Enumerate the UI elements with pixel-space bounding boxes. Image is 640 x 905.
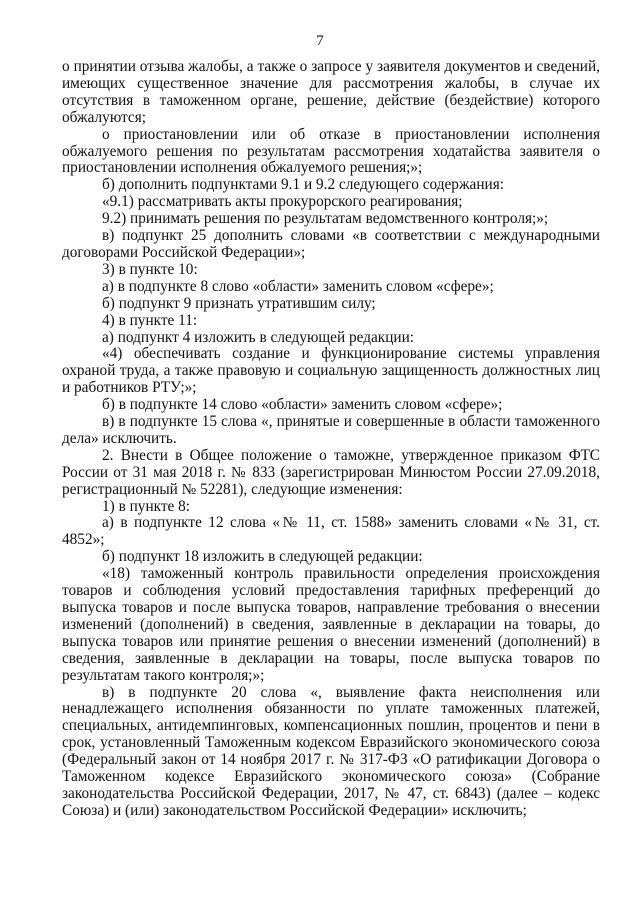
paragraph: в) подпункт 25 дополнить словами «в соответствии с международными договорами Российской Федерации»; bbox=[62, 227, 600, 261]
paragraph: 1) в пункте 8: bbox=[102, 497, 191, 515]
paragraph: «18) таможенный контроль правильности определения происхождения товаров и соблюдения условий предоставления тарифных преференций до выпуска товаров и после выпуска товаров, направление требования о внесении изменений (дополнений) в сведения, заявленные в декларации на товары, до выпуска товаров или принятие решения о внесении изменений (дополнений) в сведения, заявленные в декларации на товары, после выпуска товаров по результатам такого контроля;»; bbox=[62, 565, 600, 684]
paragraph: о приостановлении или об отказе в приостановлении исполнения обжалуемого решения по результатам рассмотрения ходатайства заявителя о приостановлении исполнения обжалуемого решения;»; bbox=[62, 125, 600, 177]
page-number: 7 bbox=[316, 33, 324, 49]
paragraph: б) подпункт 9 признать утратившим силу; bbox=[102, 294, 376, 312]
paragraph: 3) в пункте 10: bbox=[102, 260, 198, 278]
paragraph: 2. Внести в Общее положение о таможне, утвержденное приказом ФТС России от 31 мая 2018 г. № 833 (зарегистрирован Минюстом России 27.09.2018, регистрационный № 52281), следующие изменения: bbox=[62, 446, 600, 498]
paragraph: б) дополнить подпунктами 9.1 и 9.2 следующего содержания: bbox=[102, 176, 504, 194]
paragraph: а) подпункт 4 изложить в следующей редакции: bbox=[102, 328, 415, 346]
paragraph: в) в подпункте 15 слова «, принятые и совершенные в области таможенного дела» исключить. bbox=[62, 413, 600, 447]
paragraph: 9.2) принимать решения по результатам ведомственного контроля;»; bbox=[102, 210, 549, 228]
document-body bbox=[62, 59, 600, 820]
paragraph: «9.1) рассматривать акты прокурорского реагирования; bbox=[102, 193, 463, 211]
paragraph: а) в подпункте 8 слово «области» заменить словом «сфере»; bbox=[102, 277, 494, 295]
paragraph: а) в подпункте 12 слова «№ 11, ст. 1588» заменить словами «№ 31, ст. 4852»; bbox=[62, 514, 600, 549]
paragraph: 4) в пункте 11: bbox=[102, 311, 198, 329]
paragraph: «4) обеспечивать создание и функционирование системы управления охраной труда, а также правовую и социальную защищенность должностных лиц и работников РТУ;»; bbox=[62, 345, 600, 397]
paragraph: б) в подпункте 14 слово «области» заменить словом «сфере»; bbox=[102, 396, 503, 414]
paragraph: б) подпункт 18 изложить в следующей редакции: bbox=[102, 548, 423, 566]
paragraph: о принятии отзыва жалобы, а также о запросе у заявителя документов и сведений, имеющих существенное значение для рассмотрения жалобы, в случае их отсутствия в таможенном органе, решение, действие (бездействие) которого обжалуются; bbox=[62, 58, 600, 126]
paragraph: в) в подпункте 20 слова «, выявление факта неисполнения или ненадлежащего исполнения обязанности по уплате таможенных платежей, специальных, антидемпинговых, компенсационных пошлин, процентов и пени в срок, установленный Таможенным кодексом Евразийского экономического союза (Федеральный закон от 14 ноября 2017 г. № 317-ФЗ «О ратификации Договора о Таможенном кодексе Евразийского экономического союза» (Собрание законодательства Российской Федерации, 2017, № 47, ст. 6843) (далее – кодекс Союза) и (или) законодательством Российской Федерации» исключить; bbox=[62, 683, 600, 819]
